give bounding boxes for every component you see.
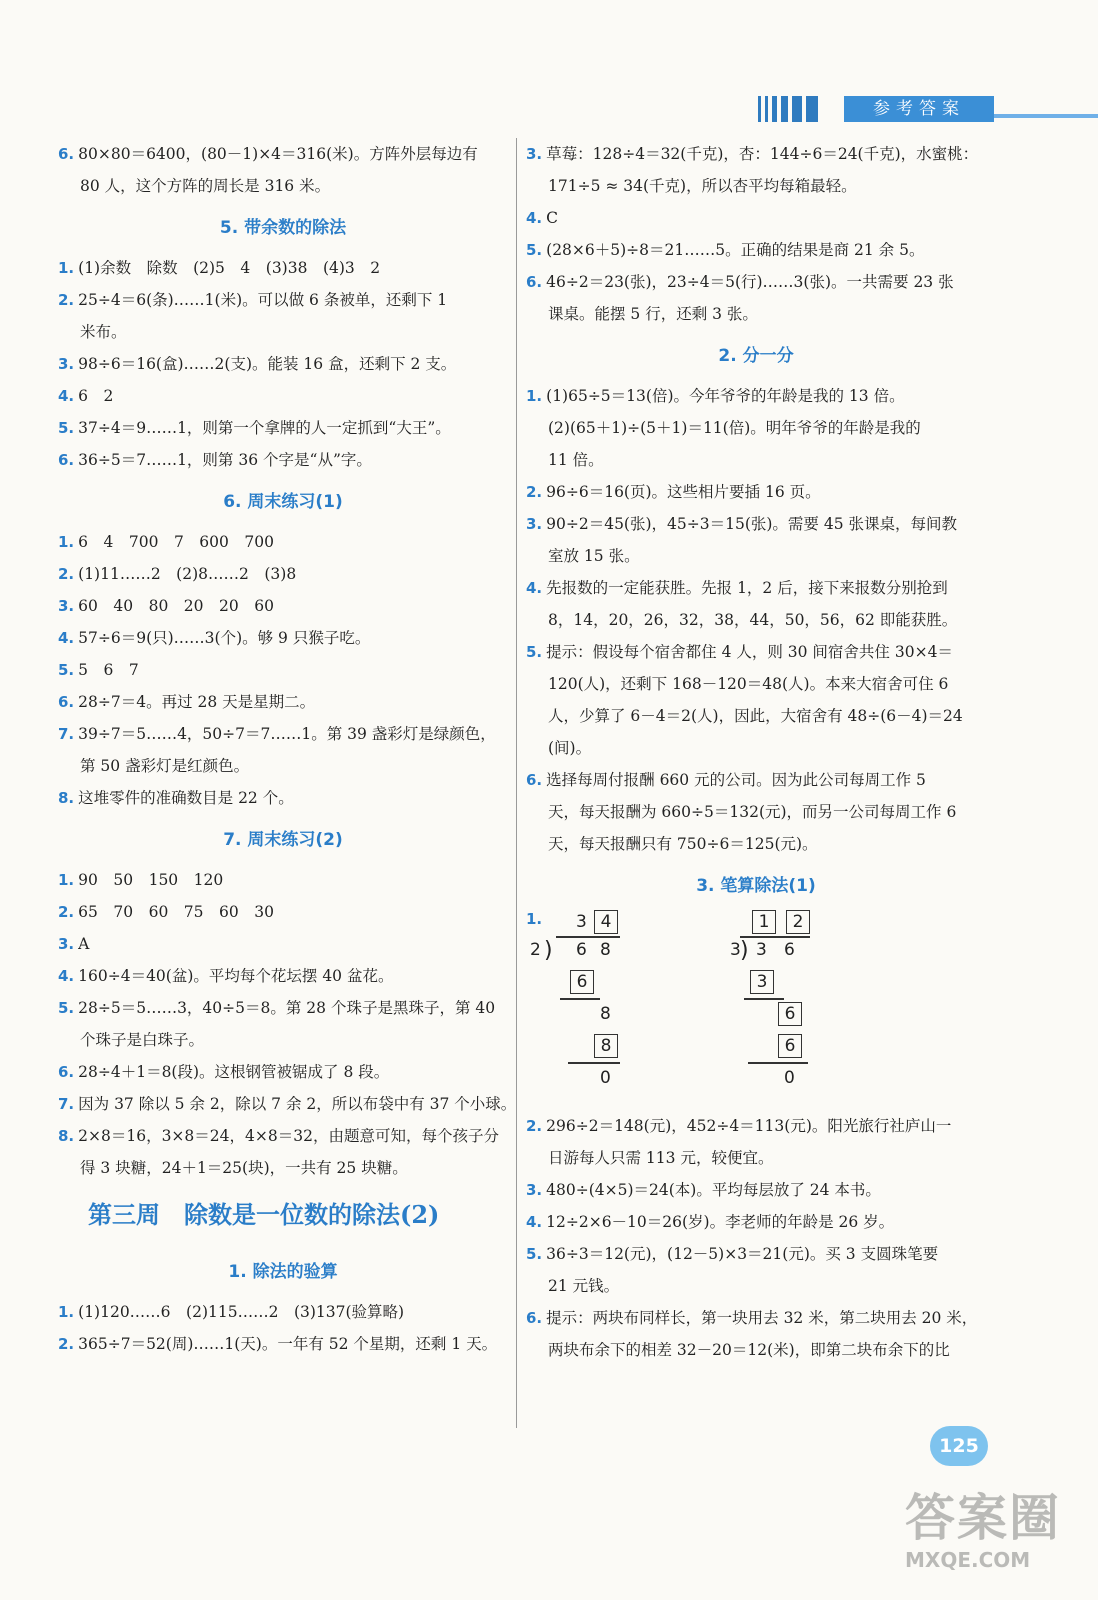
answer-item [58,412,508,444]
answer-continuation: 米布。 [80,323,127,341]
item-text: 28÷4＋1＝8(段)。这根钢管被锯成了 8 段。 [78,1063,390,1081]
long-division-work [526,910,986,1110]
item-text: 先报数的一定能获胜。先报 1，2 后，接下来报数分别抢到 [546,579,948,597]
item-number: 5. [526,241,543,259]
item-number: 6. [58,145,75,163]
item-number: 4. [526,209,543,227]
bracket: ) [544,938,553,963]
header-stripes [758,96,818,122]
item-number: 1. [58,1303,75,1321]
answer-item [58,1056,508,1088]
item-number: 2. [58,565,75,583]
item-number: 5. [58,419,75,437]
item-number: 3. [526,145,543,163]
answer-continuation: 天，每天报酬只有 750÷6＝125(元)。 [548,835,818,853]
item-text: 6 4 700 7 600 700 [78,533,274,551]
item-number: 3. [58,935,75,953]
answer-continuation: 个珠子是白珠子。 [80,1031,205,1049]
item-text: 2×8＝16，3×8＝24，4×8＝32，由题意可知，每个孩子分 [78,1127,499,1145]
answer-item [58,960,508,992]
item-number: 5. [526,643,543,661]
subtract-box: 6 [778,1034,802,1058]
divisor: 3 [730,940,741,960]
answer-item [58,1296,508,1328]
item-text: (1)余数 除数 (2)5 4 (3)38 (4)3 2 [78,259,381,277]
answer-continuation: 课桌。能摆 5 行，还剩 3 张。 [548,305,758,323]
remainder-digit: 0 [600,1068,611,1088]
left-column [58,138,517,1360]
item-number: 4. [58,967,75,985]
page-number: 125 [930,1426,988,1466]
item-text: 365÷7＝52(周)……1(天)。一年有 52 个星期，还剩 1 天。 [78,1335,498,1353]
item-number: 2. [58,1335,75,1353]
item-number: 4. [526,1213,543,1231]
item-text: 6 2 [78,387,114,405]
item-number: 3. [526,1181,543,1199]
item-text: 46÷2＝23(张)，23÷4＝5(行)……3(张)。一共需要 23 张 [546,273,954,291]
dividend-digit: 6 [784,940,795,960]
item-number: 5. [58,999,75,1017]
item-number: 3. [58,597,75,615]
quotient-digit: 3 [576,912,587,932]
answer-continuation: 171÷5 ≈ 34(千克)，所以杏平均每箱最轻。 [548,177,857,195]
header-bar [758,96,1098,122]
item-number: 6. [58,451,75,469]
item-number: 2. [526,1117,543,1135]
answer-item [58,992,508,1024]
item-number: 2. [58,903,75,921]
answer-item [526,266,986,298]
answer-continuation: 120(人)，还剩下 168－120＝48(人)。本来大宿舍可住 6 [548,675,949,693]
answer-item [526,1110,986,1142]
item-text: 98÷6＝16(盒)……2(支)。能装 16 盒，还剩下 2 支。 [78,355,457,373]
divisor: 2 [530,940,541,960]
item-number: 1. [526,387,543,405]
answer-item [58,1120,508,1152]
answer-continuation: (2)(65＋1)÷(5＋1)＝11(倍)。明年爷爷的年龄是我的 [548,419,921,437]
answer-item [526,1206,986,1238]
item-text: 提示：假设每个宿舍都住 4 人，则 30 间宿舍共住 30×4＝ [546,643,953,661]
answer-continuation: 11 倍。 [548,451,604,469]
item-number: 2. [526,483,543,501]
answer-item [58,896,508,928]
answer-continuation: 第 50 盏彩灯是红颜色。 [80,757,250,775]
item-text: 90÷2＝45(张)，45÷3＝15(张)。需要 45 张课桌，每间教 [546,515,957,533]
answer-item [58,782,508,814]
item-number: 1. [58,533,75,551]
item-number: 4. [58,629,75,647]
watermark-url: MXQE.COM [905,1548,1031,1572]
item-text: (28×6＋5)÷8＝21……5。正确的结果是商 21 余 5。 [546,241,925,259]
answer-item [58,138,508,170]
answer-item [58,718,508,750]
item-text: 90 50 150 120 [78,871,224,889]
answer-item [58,252,508,284]
item-text: 25÷4＝6(条)……1(米)。可以做 6 条被单，还剩下 1 [78,291,448,309]
item-number: 7. [58,725,75,743]
header-tag: 参考答案 [844,96,994,122]
item-text: 36÷3＝12(元)，(12－5)×3＝21(元)。买 3 支圆珠笔要 [546,1245,939,1263]
item-text: 39÷7＝5……4，50÷7＝7……1。第 39 盏彩灯是绿颜色， [78,725,496,743]
subtract-box: 6 [570,970,594,994]
item-number: 6. [58,693,75,711]
watermark-logo [905,1488,1085,1588]
answer-item [58,590,508,622]
answer-item [526,508,986,540]
answer-continuation: 室放 15 张。 [548,547,640,565]
subtract-box: 8 [594,1034,618,1058]
item-number: 6. [526,771,543,789]
answer-item [526,234,986,266]
item-text: 选择每周付报酬 660 元的公司。因为此公司每周工作 5 [546,771,926,789]
section-heading: 5. 带余数的除法 [219,218,347,238]
item-text: 57÷6＝9(只)……3(个)。够 9 只猴子吃。 [78,629,371,647]
item-number: 8. [58,789,75,807]
answer-continuation: 21 元钱。 [548,1277,620,1295]
dividend-digit: 8 [600,940,611,960]
answer-item [526,138,986,170]
item-text: 草莓：128÷4＝32(千克)，杏：144÷6＝24(千克)，水蜜桃： [546,145,979,163]
item-text: 296÷2＝148(元)，452÷4＝113(元)。阳光旅行社庐山一 [546,1117,952,1135]
remainder-digit: 8 [600,1004,611,1024]
answer-continuation: 得 3 块糖，24＋1＝25(块)，一共有 25 块糖。 [80,1159,408,1177]
remainder-box: 6 [778,1002,802,1026]
item-number: 6. [526,1309,543,1327]
item-number: 5. [58,661,75,679]
answer-continuation: 80 人，这个方阵的周长是 316 米。 [80,177,331,195]
item-text: 提示：两块布同样长，第一块用去 32 米，第二块用去 20 米， [546,1309,978,1327]
item-text: 36÷5＝7……1，则第 36 个字是“从”字。 [78,451,372,469]
item-number: 3. [58,355,75,373]
dividend-digit: 6 [576,940,587,960]
item-text: 28÷5＝5……3，40÷5＝8。第 28 个珠子是黑珠子，第 40 [78,999,496,1017]
section-heading: 3. 笔算除法(1) [696,876,816,896]
answer-continuation: 日游每人只需 113 元，较便宜。 [548,1149,774,1167]
item-number: 4. [526,579,543,597]
quotient-box: 1 [752,910,776,934]
section-heading: 2. 分一分 [718,346,794,366]
quotient-box: 2 [786,910,810,934]
answer-item [526,1174,986,1206]
item-number: 6. [58,1063,75,1081]
item-number: 1. [58,259,75,277]
item-text: 5 6 7 [78,661,139,679]
quotient-box: 4 [594,910,618,934]
column-divider [516,138,517,1428]
answer-continuation: 天，每天报酬为 660÷5＝132(元)，而另一公司每周工作 6 [548,803,957,821]
answer-item [526,1238,986,1270]
item-number: 5. [526,1245,543,1263]
answer-continuation: 8，14，20，26，32，38，44，50，56，62 即能获胜。 [548,611,958,629]
item-text: 因为 37 除以 5 余 2，除以 7 余 2，所以布袋中有 37 个小球。 [78,1095,517,1113]
item-text: (1)65÷5＝13(倍)。今年爷爷的年龄是我的 13 倍。 [546,387,905,405]
answer-item [58,1088,517,1120]
answer-item [526,764,986,796]
answer-item [58,444,508,476]
item-number: 3. [526,515,543,533]
answer-item [58,526,508,558]
item-number: 6. [526,273,543,291]
header-underline [994,114,1098,118]
item-text: 28÷7＝4。再过 28 天是星期二。 [78,693,316,711]
dividend-digit: 3 [756,940,767,960]
item-text: 65 70 60 75 60 30 [78,903,274,921]
answer-item [526,476,986,508]
item-text: 60 40 80 20 20 60 [78,597,274,615]
answer-item [58,380,508,412]
answer-item [526,202,986,234]
chapter-heading: 第三周 除数是一位数的除法(2) [88,1200,440,1229]
item-text: A [78,935,90,953]
watermark-text: 答案圈 [905,1489,1061,1547]
bracket: ) [740,938,749,963]
answer-item [526,380,986,412]
item-number: 4. [58,387,75,405]
item-number: 8. [58,1127,75,1145]
section-heading: 7. 周末练习(2) [223,830,343,850]
answer-item [58,284,508,316]
answer-item [526,1302,986,1334]
item-text: 12÷2×6－10＝26(岁)。李老师的年龄是 26 岁。 [546,1213,895,1231]
answer-continuation: (间)。 [548,739,592,757]
answer-item [58,686,508,718]
item-text: (1)120……6 (2)115……2 (3)137(验算略) [78,1303,405,1321]
answer-continuation: 两块布余下的相差 32－20＝12(米)，即第二块布余下的比 [548,1341,950,1359]
answer-item [58,1328,508,1360]
answer-item [526,636,986,668]
item-number: 1. [58,871,75,889]
work-item-number: 1. [526,910,543,928]
answer-item [58,654,508,686]
item-text: 37÷4＝9……1，则第一个拿牌的人一定抓到“大王”。 [78,419,451,437]
answer-continuation: 人，少算了 6－4＝2(人)，因此，大宿舍有 48÷(6－4)＝24 [548,707,963,725]
answer-item [58,864,508,896]
remainder-digit: 0 [784,1068,795,1088]
item-text: 96÷6＝16(页)。这些相片要插 16 页。 [546,483,821,501]
answer-item [58,558,508,590]
section-heading: 1. 除法的验算 [228,1262,338,1282]
answer-item [526,572,986,604]
right-column [526,138,986,1366]
subtract-box: 3 [750,970,774,994]
item-text: 480÷(4×5)＝24(本)。平均每层放了 24 本书。 [546,1181,881,1199]
item-text: (1)11……2 (2)8……2 (3)8 [78,565,297,583]
item-text: 160÷4＝40(盆)。平均每个花坛摆 40 盆花。 [78,967,394,985]
item-text: 80×80＝6400，(80－1)×4＝316(米)。方阵外层每边有 [78,145,478,163]
item-text: C [546,209,559,227]
section-heading: 6. 周末练习(1) [223,492,343,512]
answer-item [58,928,508,960]
answer-item [58,622,508,654]
answer-item [58,348,508,380]
item-number: 2. [58,291,75,309]
item-text: 这堆零件的准确数目是 22 个。 [78,789,294,807]
item-number: 7. [58,1095,75,1113]
